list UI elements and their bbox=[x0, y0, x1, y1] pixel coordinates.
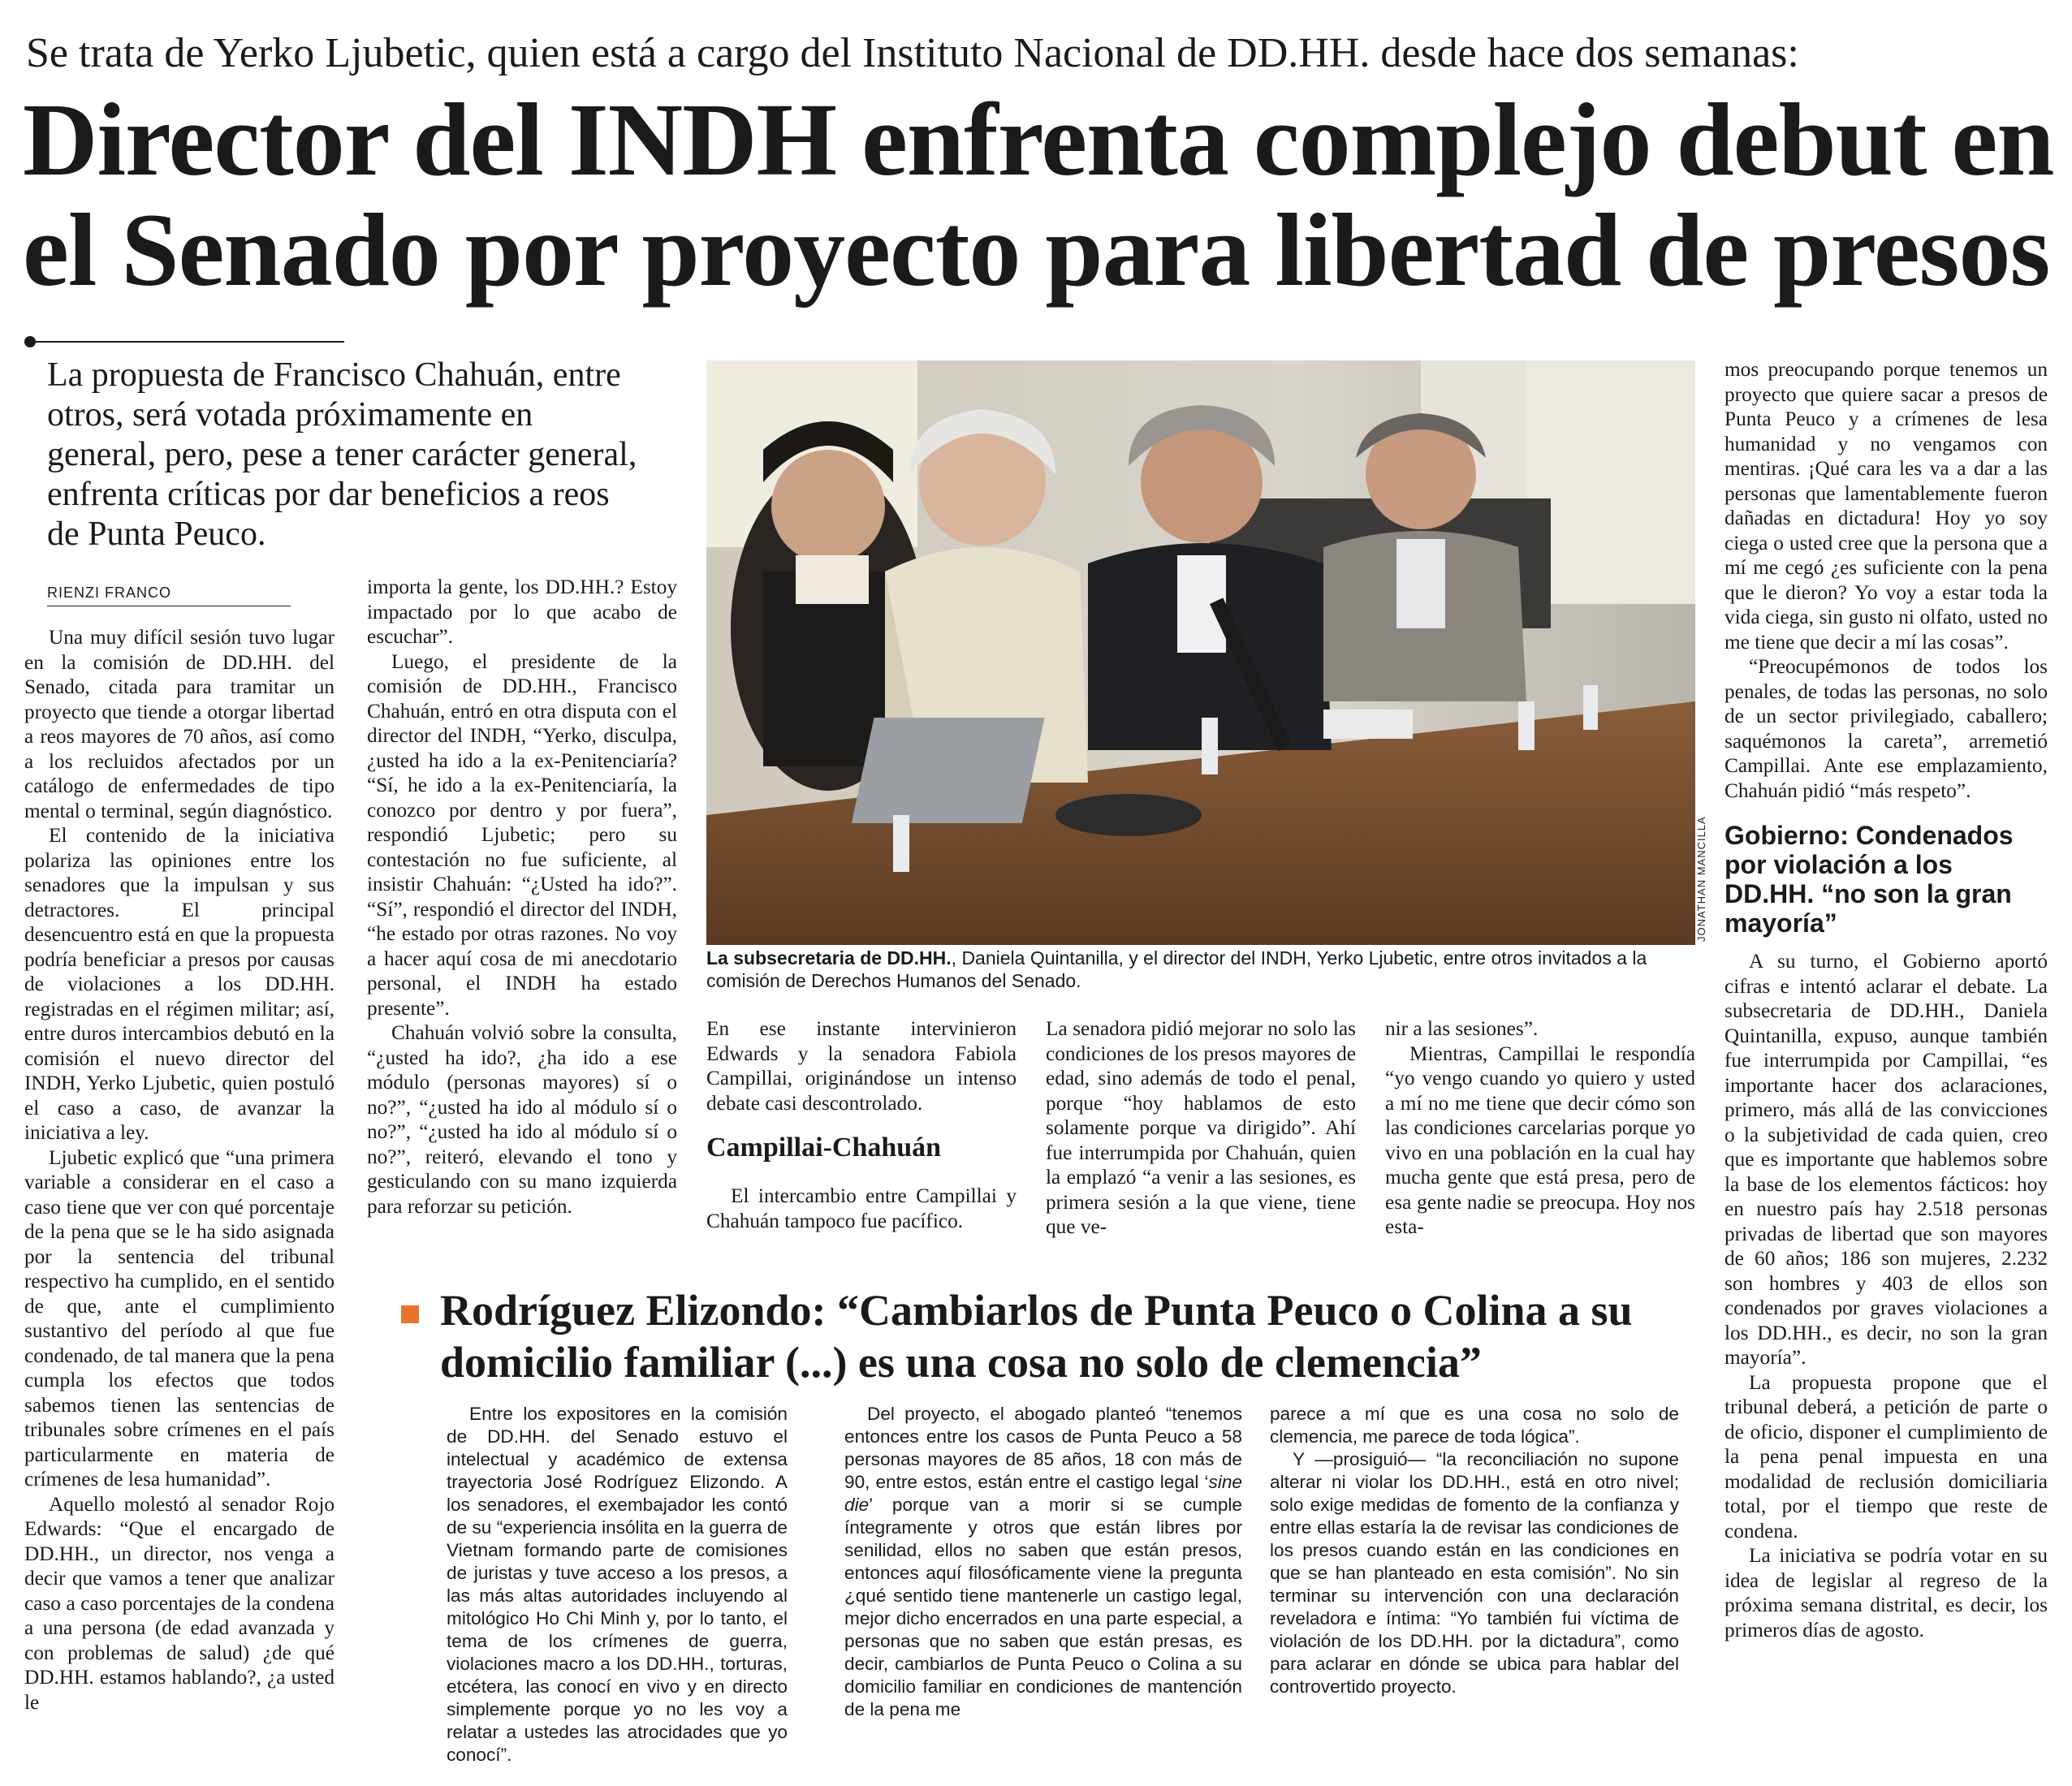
col6-paragraph: mos preocupando porque tenemos un proyecto que quiere sacar a presos de Punta Peuco y a crímenes de lesa humanidad y no vengamos con mentiras. ¡Qué cara les va a dar a las personas que lamentablemente fueron dañadas en dictadura! Hoy yo soy ciega o usted cree que la persona que a mí me cegó ¿es suficiente con la pena que le dieron? Yo voy a estar toda la vida ciega, sin gusto ni olfato, usted no me tiene que decir a mí las cosas”. bbox=[1725, 358, 2048, 654]
box-title bbox=[440, 1284, 1674, 1388]
column-3 bbox=[706, 1016, 1017, 1233]
col2-paragraph: Luego, el presidente de la comisión de DD.HH., Francisco Chahuán, entró en otra disputa con el director del INDH, “Yerko, disculpa, ¿usted ha ido a la ex-Penitenciaría? “Sí, he ido a la ex-Penitenciaría, la conozco por dentro y por fuera”, respondió Ljubetic; pero su contestación no fue suficiente, al insistir Chahuán: “¿Usted ha ido?”. “Sí”, respondió el director del INDH, “he estado por otras razones. No voy a hacer aquí cosa de mi anecdotario personal, el INDH ha estado presente”. bbox=[367, 649, 677, 1020]
caption-lead: La subsecretaria de DD.HH. bbox=[706, 947, 952, 968]
lead-bullet-icon bbox=[24, 336, 36, 347]
box-title-line-1: Rodríguez Elizondo: “Cambiarlos de Punta Peuco o Colina a su bbox=[440, 1286, 1633, 1335]
article-kicker: Se trata de Yerko Ljubetic, quien está a cargo del Instituto Nacional de DD.HH. desde hace dos semanas: bbox=[26, 30, 1799, 76]
caption-text: , Daniela Quintanilla, y el director del INDH, Yerko Ljubetic, entre otros invitados a la comisión de Derechos Humanos del Senado. bbox=[706, 947, 1647, 991]
box-paragraph: Y —prosiguió— “la reconciliación no supone alterar ni violar los DD.HH., está en otro nivel; solo exige medidas de fomento de la confianza y entre ellas estaría la de revisar las condiciones de los presos cuando están en las condiciones en que se han planteado en esta comisión”. No sin terminar su intervención con una declaración reveladora e íntima: “Yo también fui víctima de violación de los DD.HH. por la dictadura”, como para aclarar en dónde se ubica para hablar del controvertido proyecto. bbox=[1270, 1449, 1679, 1697]
subhead-gobierno: Gobierno: Condenados por violación a los DD.HH. “no son la gran mayoría” bbox=[1725, 821, 2014, 938]
col3-paragraph: En ese instante intervinieron Edwards y la senadora Fabiola Campillai, originándose un intenso debate casi descontrolado. bbox=[706, 1017, 1017, 1115]
box-accent-square-icon bbox=[401, 1305, 419, 1323]
col4-paragraph: La senadora pidió mejorar no solo las condiciones de los presos mayores de edad, sino además de todo el penal, porque “hoy hablamos de esto solamente porque va dirigido”. Ahí fue interrumpida por Chahuán, quien la emplazó “a venir a las sesiones, es primera sesión a la que viene, tiene que ve- bbox=[1046, 1017, 1356, 1238]
photo-caption bbox=[706, 947, 1695, 992]
article-lead: La propuesta de Francisco Chahuán, entre otros, será votada próximamente en general, pero, pese a tener carácter general, enfrenta críticas por dar beneficios a reos de Punta Peuco. bbox=[47, 356, 637, 553]
col1-paragraph: El contenido de la iniciativa polariza las opiniones entre los senadores que la impulsan y sus detractores. El principal desencuentro está en que la propuesta podría beneficiar a presos por causas de violaciones a los DD.HH. registradas en el régimen militar; así, entre duros intercambios debutó en la comisión el nuevo director del INDH, Yerko Ljubetic, quien postuló el caso a caso, de avanzar la iniciativa a ley. bbox=[24, 824, 335, 1144]
box-column-2 bbox=[844, 1403, 1242, 1721]
photo-illustration bbox=[706, 360, 1695, 945]
col2-paragraph: Chahuán volvió sobre la consulta, “¿usted ha ido?, ¿ha ido a ese módulo (personas mayores) sí o no?”, “¿usted ha ido al módulo sí o no?”, “¿usted ha ido al módulo sí o no?”, reiteró, elevando el tono y gesticulando con su mano izquierda para reforzar su petición. bbox=[367, 1021, 677, 1218]
box-text: Del proyecto, el abogado planteó “tenemos entonces entre los casos de Punta Peuco a 58 personas mayores de 85 años, 18 con más de 90, entre estos, están entre el castigo legal ‘ bbox=[844, 1404, 1242, 1492]
box-column-3 bbox=[1270, 1403, 1679, 1698]
col6-paragraph: “Preocupémonos de todos los penales, de todas las personas, no solo de un sector privilegiado, caballero; saquémonos la careta”, arremetió Campillai. Ante ese emplazamiento, Chahuán pidió “más respeto”. bbox=[1725, 655, 2048, 802]
box-column-1 bbox=[447, 1403, 788, 1767]
column-4 bbox=[1046, 1016, 1356, 1240]
subhead-campillai-chahuan: Campillai-Chahuán bbox=[706, 1132, 942, 1163]
headline-line-1: Director del INDH enfrenta complejo debut en bbox=[23, 82, 2054, 197]
column-6 bbox=[1725, 357, 2048, 1642]
col2-paragraph: importa la gente, los DD.HH.? Estoy impactado por lo que acabo de escuchar”. bbox=[367, 576, 677, 648]
article-photo bbox=[706, 360, 1695, 945]
photo-credit: JONATHAN MANCILLA bbox=[1695, 816, 1707, 942]
column-2 bbox=[367, 575, 677, 1219]
box-text: ’ porque van a morir si se cumple íntegramente y otros que están libres por senilidad, ellos no saben que están presos, entonces aquí filosóficamente viene la pregunta ¿qué sentido tiene mantenerle un castigo legal, mejor dicho encerrados en una parte especial, a personas que no saben que están presas, es decir, cambiarlos de Punta Peuco o Colina a su domicilio familiar en condiciones de mantención de la pena me bbox=[844, 1495, 1242, 1719]
headline-line-2: el Senado por proyecto para libertad de presos bbox=[23, 192, 2050, 308]
column-5 bbox=[1385, 1016, 1695, 1240]
box-paragraph bbox=[844, 1403, 1242, 1721]
col6-paragraph: A su turno, el Gobierno aportó cifras e intentó aclarar el debate. La subsecretaria de DD.HH., Daniela Quintanilla, expuso, aunque también fue interrumpida por Campillai, “es importante hacer dos aclaraciones, primero, más allá de las convicciones o la subjetividad de cada quien, creo que es importante que hablemos sobre la base de los elementos fácticos: hoy en nuestro país hay 2.518 personas privadas de libertad que son mayores de 60 años; 186 son mujeres, 2.232 son hombres y 403 de ellos son condenados por graves violaciones a los DD.HH., es decir, no son la gran mayoría”. bbox=[1725, 950, 2048, 1369]
box-paragraph: parece a mí que es una cosa no solo de clemencia, me parece de toda lógica”. bbox=[1270, 1404, 1679, 1447]
col6-paragraph: La propuesta propone que el tribunal deberá, a petición de parte o de oficio, disponer el cumplimiento de la pena penal impuesta en una modalidad de reclusión domiciliaria total, por el tiempo que reste de condena. bbox=[1725, 1370, 2048, 1542]
col6-paragraph: La iniciativa se podría votar en su idea de legislar al regreso de la próxima semana distrital, es decir, los primeros días de agosto. bbox=[1725, 1544, 2048, 1641]
box-title-line-2: domicilio familiar (...) es una cosa no solo de clemencia” bbox=[440, 1338, 1482, 1387]
col1-paragraph: Aquello molestó al senador Rojo Edwards: “Que el encargado de DD.HH., un director, nos venga a decir que vamos a tener que analizar caso a caso porcentajes de la condena a una persona (de edad avanzada y con problemas de salud) ¿de qué DD.HH. estamos hablando?, ¿a usted le bbox=[24, 1492, 335, 1714]
col5-paragraph: nir a las sesiones”. bbox=[1385, 1017, 1539, 1040]
box-paragraph: Entre los expositores en la comisión de DD.HH. del Senado estuvo el intelectual y académico de extensa trayectoria José Rodríguez Elizondo. A los senadores, el exembajador les contó de su “experiencia insólita en la guerra de Vietnam formando parte de comisiones de juristas y tuve acceso a los presos, a las más altas autoridades incluyendo al mitológico Ho Chi Minh y, por lo tanto, el tema de los crímenes de guerra, violaciones macro a los DD.HH., torturas, etcétera, las conocí en vivo y en directo simplemente porque yo no les voy a relatar a ustedes las atrocidades que yo conocí”. bbox=[447, 1404, 788, 1765]
col5-paragraph: Mientras, Campillai le respondía “yo vengo cuando yo quiero y usted a mí no me tiene que decir cómo son las condiciones carcelarias porque yo vivo en una población en la cual hay mucha gente que está presa, pero de esa gente nadie se preocupa. Hoy nos esta- bbox=[1385, 1042, 1695, 1238]
lead-rule bbox=[36, 341, 344, 343]
col1-paragraph: Una muy difícil sesión tuvo lugar en la comisión de DD.HH. del Senado, citada para tramitar un proyecto que tiende a otorgar libertad a reos mayores de 70 años, así como a los recluidos afectados por un catálogo de enfermedades de tipo mental o terminal, según diagnóstico. bbox=[24, 626, 335, 822]
col1-paragraph: Ljubetic explicó que “una primera variable a considerar en el caso a caso tiene que ver con qué porcentaje de la pena que se le ha sido asignada por la sentencia del tribunal respectivo ha cumplido, en el sentido de que, ante el cumplimiento sustantivo del período al que fue condenado, de tal manera que la pena cumpla los efectos que todos sabemos tienen las sentencias de tribunales sobre crímenes en el país particularmente en materia de crímenes de lesa humanidad”. bbox=[24, 1145, 335, 1490]
byline: RIENZI FRANCO bbox=[47, 583, 291, 606]
col3-paragraph: El intercambio entre Campillai y Chahuán tampoco fue pacífico. bbox=[706, 1184, 1017, 1232]
article-headline bbox=[23, 82, 2054, 308]
box-text-italic: sine die bbox=[844, 1472, 1242, 1515]
column-1 bbox=[24, 625, 335, 1715]
